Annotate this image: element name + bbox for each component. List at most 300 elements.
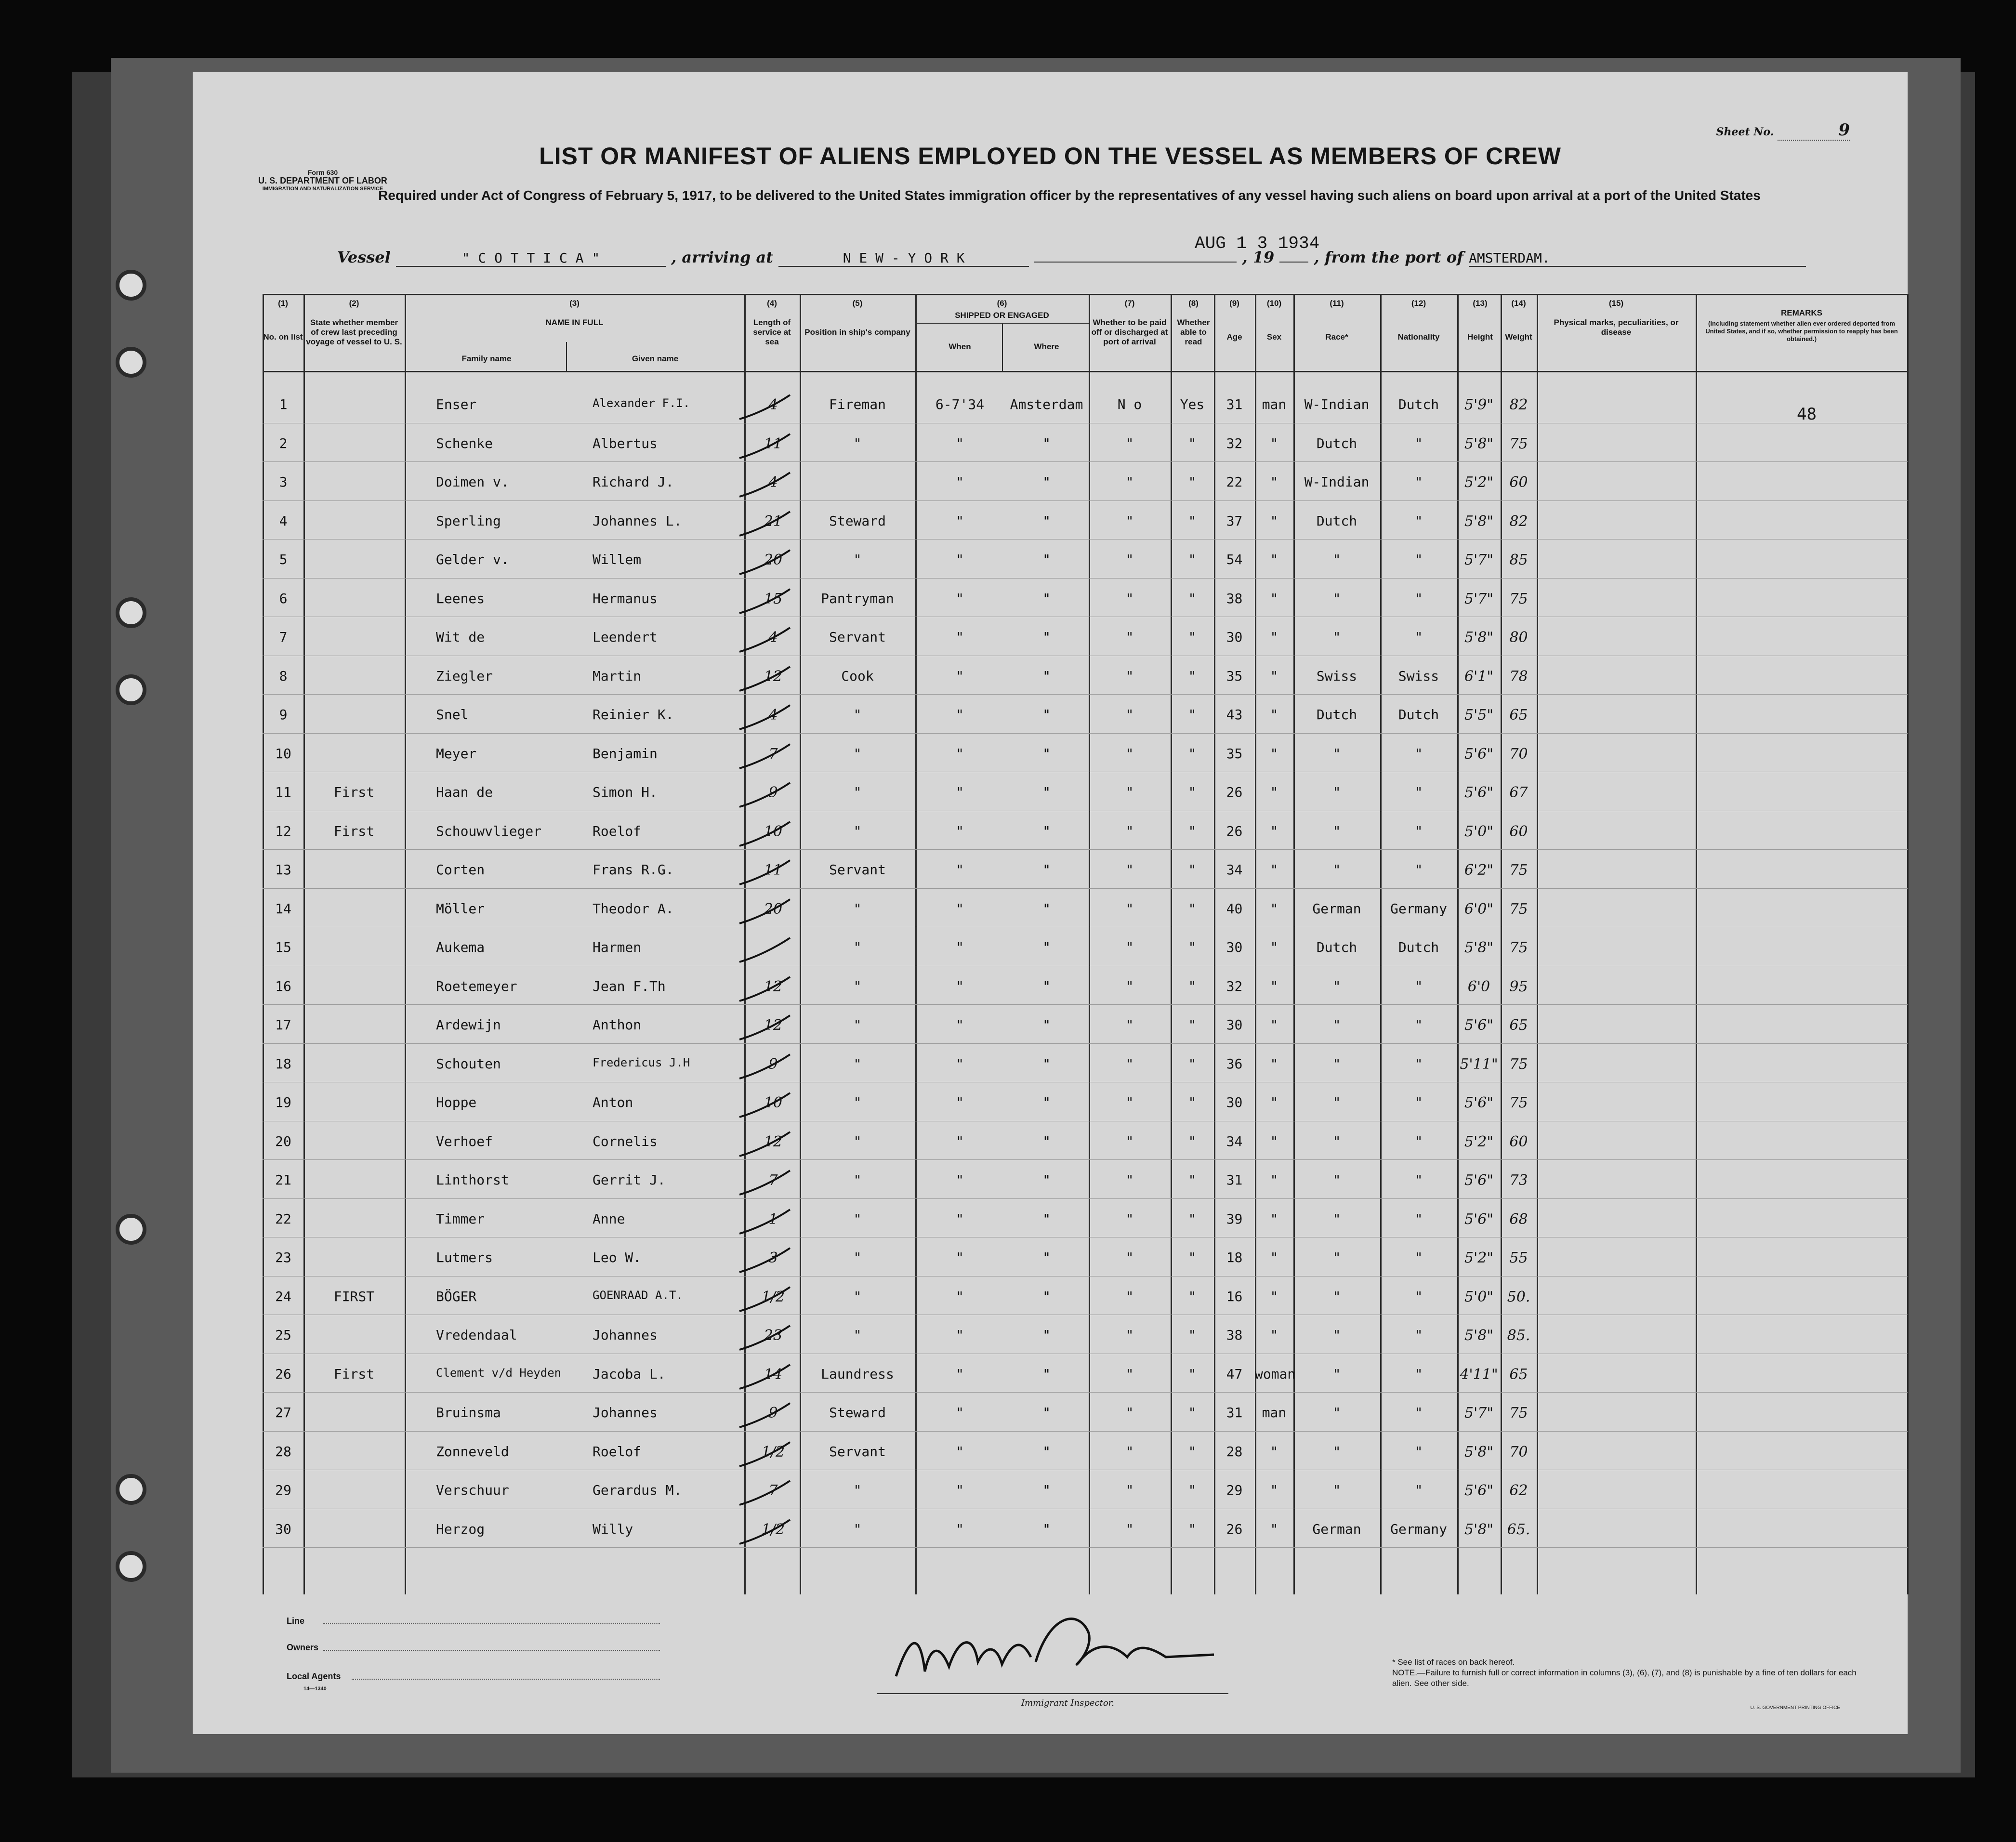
cell-able-to-read: "	[1188, 823, 1197, 839]
cell-nationality: "	[1414, 862, 1423, 878]
cell-weight: 68	[1509, 1210, 1528, 1228]
cell-shipped-where: "	[1042, 1017, 1051, 1033]
cell-height: 5'0"	[1464, 823, 1494, 840]
row-rule	[263, 849, 1908, 850]
cell-length-of-service: 9	[768, 784, 778, 801]
cell-able-to-read: Yes	[1180, 396, 1205, 412]
cell-position: "	[853, 745, 862, 762]
cell-nationality: "	[1414, 1405, 1423, 1421]
row-rule	[263, 1198, 1908, 1199]
cell-height: 4'11"	[1460, 1366, 1498, 1383]
cell-age: 26	[1226, 823, 1243, 839]
cell-given-name: Gerardus M.	[593, 1482, 682, 1498]
cell-paid-off: "	[1125, 629, 1134, 645]
check-tick-mark	[737, 509, 795, 543]
cell-race: "	[1332, 1172, 1341, 1188]
cell-weight: 60	[1509, 823, 1528, 840]
cell-family-name: Corten	[436, 862, 485, 878]
cell-length-of-service: 15	[764, 590, 783, 607]
cell-shipped-where: "	[1042, 1366, 1051, 1382]
cell-sex: "	[1270, 668, 1278, 684]
cell-position: Servant	[829, 1443, 886, 1460]
cell-nationality: "	[1414, 513, 1423, 529]
cell-given-name: Reinier K.	[593, 707, 674, 723]
cell-sex: "	[1270, 1210, 1278, 1227]
cell-sex: "	[1270, 629, 1278, 645]
cell-position: "	[853, 978, 862, 994]
cell-paid-off: "	[1125, 978, 1134, 994]
cell-height: 5'2"	[1464, 474, 1494, 491]
cell-row-number: 23	[275, 1250, 291, 1265]
cell-length-of-service: 4	[768, 474, 778, 491]
cell-length-of-service: 20	[764, 900, 783, 918]
binder-ring	[116, 347, 146, 378]
binder-ring	[116, 270, 146, 301]
cell-able-to-read: "	[1188, 1250, 1197, 1265]
cell-given-name: Simon H.	[593, 784, 658, 800]
cell-paid-off: "	[1125, 1521, 1134, 1537]
cell-shipped-when: "	[956, 513, 964, 529]
remarks-mark: 48	[1797, 405, 1817, 424]
cell-age: 26	[1226, 784, 1243, 800]
check-tick-mark	[737, 1130, 795, 1163]
cell-shipped-where: "	[1042, 513, 1051, 529]
cell-length-of-service: 9	[768, 1055, 778, 1073]
cell-able-to-read: "	[1188, 1482, 1197, 1498]
cell-row-number: 7	[279, 629, 288, 645]
from-port: AMSTERDAM.	[1469, 250, 1806, 267]
cell-weight: 62	[1509, 1482, 1528, 1499]
cell-able-to-read: "	[1188, 629, 1197, 645]
cell-length-of-service: 11	[764, 862, 783, 879]
cell-weight: 95	[1509, 978, 1528, 995]
cell-age: 28	[1226, 1443, 1243, 1460]
cell-position: Fireman	[829, 396, 886, 412]
cell-weight: 85.	[1507, 1327, 1530, 1344]
cell-height: 5'6"	[1464, 1482, 1494, 1499]
cell-nationality: "	[1414, 1366, 1423, 1382]
cell-shipped-when: "	[956, 823, 964, 839]
cell-family-name: Gelder v.	[436, 552, 509, 567]
cell-able-to-read: "	[1188, 1366, 1197, 1382]
cell-paid-off: "	[1125, 1210, 1134, 1227]
cell-able-to-read: "	[1188, 1288, 1197, 1304]
cell-height: 5'2"	[1464, 1133, 1494, 1150]
check-tick-mark	[737, 819, 795, 853]
cell-race: "	[1332, 1288, 1341, 1304]
cell-shipped-when: "	[956, 939, 964, 955]
row-rule	[263, 1159, 1908, 1160]
cell-weight: 75	[1509, 900, 1528, 918]
cell-paid-off: "	[1125, 707, 1134, 723]
cell-row-number: 29	[275, 1482, 291, 1498]
column-divider	[303, 294, 305, 1594]
cell-age: 34	[1226, 862, 1243, 878]
header-no-on-list: (1) No. on list	[263, 299, 303, 342]
binder-ring	[116, 1214, 146, 1245]
cell-shipped-when: "	[956, 1521, 964, 1537]
cell-sex: "	[1270, 1443, 1278, 1460]
cell-shipped-where: "	[1042, 1288, 1051, 1304]
cell-shipped-when: "	[956, 1366, 964, 1382]
check-tick-mark	[737, 703, 795, 737]
cell-weight: 60	[1509, 474, 1528, 491]
cell-height: 5'8"	[1464, 1443, 1494, 1460]
cell-height: 6'1"	[1464, 668, 1494, 685]
cell-shipped-where: Amsterdam	[1010, 396, 1083, 412]
column-divider	[1089, 294, 1090, 1594]
cell-able-to-read: "	[1188, 978, 1197, 994]
check-tick-mark	[737, 1052, 795, 1086]
cell-row-number: 9	[279, 707, 288, 723]
cell-able-to-read: "	[1188, 784, 1197, 800]
check-tick-mark	[737, 1168, 795, 1202]
cell-nationality: Germany	[1390, 1521, 1447, 1537]
cell-able-to-read: "	[1188, 900, 1197, 917]
cell-row-number: 22	[275, 1210, 291, 1227]
cell-sex: "	[1270, 1288, 1278, 1304]
cell-position: "	[853, 900, 862, 917]
cell-age: 35	[1226, 745, 1243, 762]
header-nationality: (12) Nationality	[1397, 299, 1440, 342]
cell-family-name: Vredendaal	[436, 1327, 517, 1343]
sheet-number	[1716, 120, 1850, 141]
cell-age: 36	[1226, 1055, 1243, 1072]
cell-weight: 82	[1509, 513, 1528, 530]
cell-sex: "	[1270, 823, 1278, 839]
check-tick-mark	[737, 664, 795, 698]
cell-race: "	[1332, 1055, 1341, 1072]
cell-paid-off: "	[1125, 435, 1134, 451]
cell-shipped-when: "	[956, 590, 964, 606]
cell-paid-off: "	[1125, 1327, 1134, 1343]
owners-field	[323, 1650, 660, 1651]
cell-length-of-service: 1/2	[761, 1443, 785, 1460]
cell-shipped-where: "	[1042, 862, 1051, 878]
cell-weight: 73	[1509, 1172, 1528, 1189]
cell-family-name: Ziegler	[436, 668, 493, 684]
cell-race: "	[1332, 784, 1341, 800]
cell-position: "	[853, 1327, 862, 1343]
line-field	[323, 1623, 660, 1624]
cell-able-to-read: "	[1188, 590, 1197, 606]
column-divider	[405, 294, 406, 1594]
cell-shipped-where: "	[1042, 900, 1051, 917]
cell-able-to-read: "	[1188, 1210, 1197, 1227]
cell-row-number: 10	[275, 745, 291, 762]
column-divider	[1696, 294, 1697, 1594]
vessel-name: " C O T T I C A "	[396, 250, 666, 267]
cell-family-name: Verhoef	[436, 1133, 493, 1149]
cell-paid-off: "	[1125, 552, 1134, 567]
page-title: LIST OR MANIFEST OF ALIENS EMPLOYED ON THE VESSEL AS MEMBERS OF CREW	[539, 143, 1561, 170]
cell-paid-off: "	[1125, 745, 1134, 762]
cell-given-name: Richard J.	[593, 474, 674, 490]
cell-age: 54	[1226, 552, 1243, 567]
cell-race: "	[1332, 745, 1341, 762]
cell-race: Dutch	[1316, 513, 1357, 529]
cell-row-number: 14	[275, 900, 291, 917]
cell-shipped-where: "	[1042, 823, 1051, 839]
cell-shipped-where: "	[1042, 435, 1051, 451]
cell-length-of-service: 11	[764, 435, 783, 452]
cell-able-to-read: "	[1188, 862, 1197, 878]
form-code: 14—1340	[303, 1686, 327, 1692]
cell-able-to-read: "	[1188, 1521, 1197, 1537]
cell-position: "	[853, 1133, 862, 1149]
cell-given-name: Willem	[593, 552, 642, 567]
inspector-label: Immigrant Inspector.	[1021, 1698, 1115, 1708]
check-tick-mark	[737, 1362, 795, 1396]
cell-shipped-when: "	[956, 1288, 964, 1304]
cell-race: W-Indian	[1304, 396, 1370, 412]
cell-age: 39	[1226, 1210, 1243, 1227]
cell-sex: "	[1270, 978, 1278, 994]
cell-given-name: Roelof	[593, 823, 642, 839]
cell-position: Servant	[829, 629, 886, 645]
cell-row-number: 11	[275, 784, 291, 800]
cell-given-name: Fredericus J.H	[593, 1055, 690, 1069]
cell-family-name: Möller	[436, 900, 485, 917]
cell-race: "	[1332, 1482, 1341, 1498]
row-rule	[263, 1004, 1908, 1005]
printer-imprint: U. S. GOVERNMENT PRINTING OFFICE	[1750, 1705, 1840, 1710]
cell-given-name: Hermanus	[593, 590, 658, 606]
binder-ring	[116, 1551, 146, 1582]
cell-position: "	[853, 552, 862, 567]
check-tick-mark	[737, 1207, 795, 1241]
cell-able-to-read: "	[1188, 1133, 1197, 1149]
cell-weight: 55	[1509, 1250, 1528, 1266]
cell-sex: "	[1270, 862, 1278, 878]
cell-nationality: Dutch	[1398, 707, 1439, 723]
cell-height: 5'6"	[1464, 1017, 1494, 1034]
cell-race: "	[1332, 629, 1341, 645]
check-tick-mark	[737, 974, 795, 1008]
cell-nationality: "	[1414, 552, 1423, 567]
header-sex: (10) Sex	[1266, 299, 1282, 342]
cell-age: 32	[1226, 435, 1243, 451]
cell-position: Steward	[829, 1405, 886, 1421]
cell-paid-off: "	[1125, 1094, 1134, 1110]
cell-previous-voyage: First	[333, 823, 375, 839]
sheet-number-value: 9	[1778, 120, 1850, 141]
cell-given-name: Johannes L.	[593, 513, 682, 529]
cell-paid-off: "	[1125, 1055, 1134, 1072]
header-weight: (14) Weight	[1505, 299, 1532, 342]
cell-shipped-where: "	[1042, 1172, 1051, 1188]
inspector-signature	[877, 1604, 1224, 1700]
cell-shipped-where: "	[1042, 629, 1051, 645]
cell-nationality: "	[1414, 784, 1423, 800]
manifest-footer	[193, 1604, 1908, 1734]
page-subtitle: Required under Act of Congress of February 5, 1917, to be delivered to the United States immigration officer by the representatives of any vessel having such aliens on board upon arrival at a port of the United States	[378, 188, 1761, 203]
arrival-date-field	[1034, 262, 1237, 263]
cell-shipped-when: "	[956, 1405, 964, 1421]
check-tick-mark	[737, 780, 795, 814]
check-tick-mark	[737, 625, 795, 659]
check-tick-mark	[737, 1440, 795, 1474]
cell-nationality: "	[1414, 629, 1423, 645]
cell-nationality: "	[1414, 1482, 1423, 1498]
cell-age: 37	[1226, 513, 1243, 529]
row-rule	[263, 461, 1908, 462]
cell-length-of-service: 10	[764, 1094, 783, 1111]
year-label: , 19	[1242, 248, 1275, 266]
cell-nationality: "	[1414, 1250, 1423, 1265]
cell-position: Steward	[829, 513, 886, 529]
cell-position: "	[853, 1482, 862, 1498]
cell-able-to-read: "	[1188, 707, 1197, 723]
cell-shipped-where: "	[1042, 1250, 1051, 1265]
header-remarks: REMARKS (Including statement whether alien ever ordered deported from United States, and if so, whether permission to reapply has been obtained.)	[1705, 308, 1898, 342]
cell-row-number: 12	[275, 823, 291, 839]
footer-note-penalty: NOTE.—Failure to furnish full or correct information in columns (3), (6), (7), and (8) is punishable by a fine of ten dollars for each alien. See other side.	[1392, 1668, 1857, 1688]
cell-height: 5'8"	[1464, 513, 1494, 530]
header-physical-marks: (15) Physical marks, peculiarities, or disease	[1554, 299, 1679, 337]
check-tick-mark	[737, 1478, 795, 1512]
cell-length-of-service: 21	[764, 513, 783, 530]
cell-age: 38	[1226, 1327, 1243, 1343]
arriving-label: , arriving at	[671, 248, 774, 266]
cell-family-name: Snel	[436, 707, 469, 723]
local-agents-label: Local Agents	[287, 1671, 341, 1681]
cell-weight: 75	[1509, 862, 1528, 879]
date-stamp: AUG 1 3 1934	[1195, 234, 1320, 253]
header-shipped-engaged: (6) SHIPPED OR ENGAGED	[955, 299, 1049, 320]
cell-weight: 80	[1509, 629, 1528, 646]
from-port-label: , from the port of	[1314, 248, 1463, 266]
cell-length-of-service: 4	[768, 396, 778, 413]
cell-family-name: BÖGER	[436, 1288, 477, 1304]
cell-position: Servant	[829, 862, 886, 878]
cell-weight: 75	[1509, 939, 1528, 956]
cell-given-name: Anne	[593, 1210, 625, 1227]
cell-shipped-when: "	[956, 1250, 964, 1265]
cell-shipped-when: "	[956, 1094, 964, 1110]
cell-height: 5'8"	[1464, 629, 1494, 646]
cell-sex: "	[1270, 745, 1278, 762]
cell-race: W-Indian	[1304, 474, 1370, 490]
cell-given-name: Martin	[593, 668, 642, 684]
cell-weight: 75	[1509, 1094, 1528, 1111]
cell-row-number: 8	[279, 668, 288, 684]
cell-family-name: Linthorst	[436, 1172, 509, 1188]
cell-shipped-where: "	[1042, 1133, 1051, 1149]
cell-able-to-read: "	[1188, 435, 1197, 451]
cell-nationality: "	[1414, 1094, 1423, 1110]
cell-nationality: Dutch	[1398, 396, 1439, 412]
cell-height: 5'8"	[1464, 939, 1494, 956]
header-name-in-full: (3) NAME IN FULL	[545, 299, 604, 327]
header-height: (13) Height	[1467, 299, 1493, 342]
manifest-sheet	[193, 72, 1908, 1734]
cell-height: 5'0"	[1464, 1288, 1494, 1305]
cell-shipped-where: "	[1042, 745, 1051, 762]
department-name: U. S. DEPARTMENT OF LABOR	[258, 176, 387, 185]
cell-weight: 70	[1509, 745, 1528, 763]
cell-shipped-when: "	[956, 978, 964, 994]
cell-race: "	[1332, 1094, 1341, 1110]
cell-shipped-when: "	[956, 1172, 964, 1188]
cell-family-name: Ardewijn	[436, 1017, 501, 1033]
check-tick-mark	[737, 897, 795, 931]
cell-length-of-service: 7	[768, 1172, 778, 1189]
cell-race: "	[1332, 978, 1341, 994]
cell-age: 31	[1226, 1405, 1243, 1421]
check-tick-mark	[737, 1401, 795, 1434]
header-given-name: Given name	[632, 354, 679, 363]
cell-sex: "	[1270, 1482, 1278, 1498]
cell-given-name: Willy	[593, 1521, 633, 1537]
cell-position: Pantryman	[821, 590, 894, 606]
cell-previous-voyage: First	[333, 784, 375, 800]
header-previous-voyage: (2) State whether member of crew last preceding voyage of vessel to U. S.	[306, 299, 402, 346]
cell-height: 6'2"	[1464, 862, 1494, 879]
cell-shipped-when: "	[956, 707, 964, 723]
cell-weight: 65	[1509, 707, 1528, 724]
cell-family-name: Hoppe	[436, 1094, 477, 1110]
cell-family-name: Schouwvlieger	[436, 823, 542, 839]
cell-race: Dutch	[1316, 435, 1357, 451]
cell-weight: 67	[1509, 784, 1528, 801]
cell-family-name: Clement v/d Heyden	[436, 1366, 562, 1380]
cell-sex: "	[1270, 513, 1278, 529]
cell-sex: "	[1270, 1017, 1278, 1033]
cell-weight: 75	[1509, 435, 1528, 452]
binder-ring	[116, 597, 146, 628]
cell-sex: "	[1270, 474, 1278, 490]
check-tick-mark	[737, 393, 795, 426]
cell-given-name: Roelof	[593, 1443, 642, 1460]
cell-sex: "	[1270, 900, 1278, 917]
cell-family-name: Herzog	[436, 1521, 485, 1537]
cell-position: "	[853, 784, 862, 800]
cell-sex: "	[1270, 939, 1278, 955]
cell-paid-off: "	[1125, 823, 1134, 839]
cell-shipped-when: "	[956, 435, 964, 451]
cell-paid-off: "	[1125, 1133, 1134, 1149]
shipped-subcolumn-divider	[1002, 323, 1003, 371]
check-tick-mark	[737, 935, 795, 969]
cell-height: 6'0	[1467, 978, 1490, 995]
cell-shipped-when: "	[956, 1055, 964, 1072]
cell-row-number: 2	[279, 435, 288, 451]
cell-height: 5'6"	[1464, 1172, 1494, 1189]
cell-paid-off: "	[1125, 1288, 1134, 1304]
cell-row-number: 24	[275, 1288, 291, 1304]
header-when: When	[949, 342, 971, 351]
cell-row-number: 21	[275, 1172, 291, 1188]
cell-nationality: "	[1414, 474, 1423, 490]
sheet-number-label: Sheet No.	[1716, 126, 1774, 138]
cell-given-name: Jacoba L.	[593, 1366, 666, 1382]
cell-sex: "	[1270, 552, 1278, 567]
cell-paid-off: "	[1125, 474, 1134, 490]
cell-sex: "	[1270, 1327, 1278, 1343]
check-tick-mark	[737, 1517, 795, 1551]
footer-notes	[1392, 1657, 1874, 1689]
cell-age: 29	[1226, 1482, 1243, 1498]
cell-given-name: Leo W.	[593, 1250, 642, 1265]
cell-length-of-service: 7	[768, 1482, 778, 1499]
cell-length-of-service: 7	[768, 745, 778, 763]
cell-sex: "	[1270, 1250, 1278, 1265]
cell-nationality: "	[1414, 1443, 1423, 1460]
cell-family-name: Aukema	[436, 939, 485, 955]
cell-shipped-where: "	[1042, 1210, 1051, 1227]
cell-row-number: 27	[275, 1405, 291, 1421]
